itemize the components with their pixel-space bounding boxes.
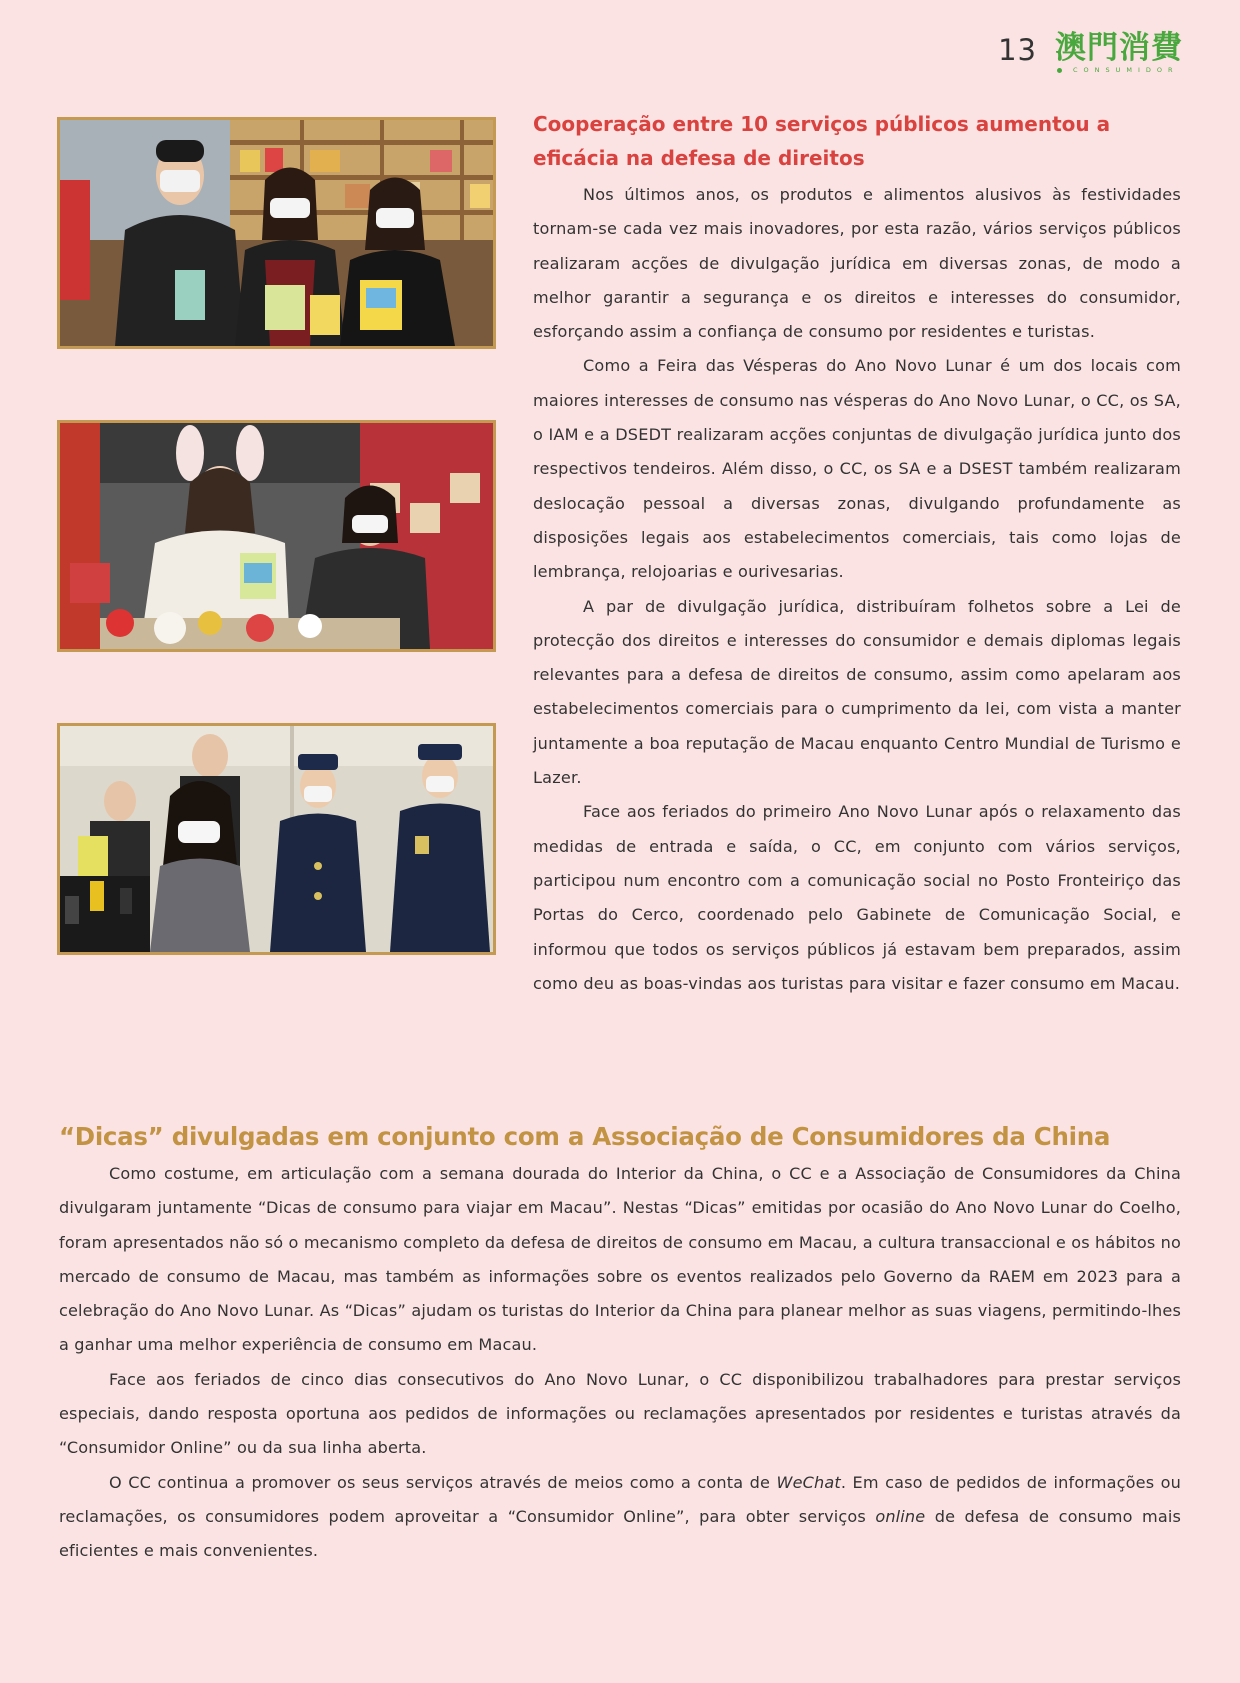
section-title-cooperation: Cooperação entre 10 serviços públicos aumentou a eficácia na defesa de direitos <box>533 112 1111 170</box>
section-title-dicas: “Dicas” divulgadas em conjunto com a Associação de Consumidores da China <box>59 1122 1111 1151</box>
section-dicas <box>59 1117 1181 1569</box>
photo-fair-stall-vendor <box>57 420 496 652</box>
section-cooperation <box>533 107 1181 1001</box>
photo-staff-with-leaflets <box>57 117 496 349</box>
page-header <box>998 30 1183 74</box>
paragraph: Como a Feira das Vésperas do Ano Novo Lunar é um dos locais com maiores interesses de consumo nas vésperas do Ano Novo Lunar, o CC, os SA, o IAM e a DSEDT realizaram acções conjuntas de divulgação jurídica junto dos respectivos tendeiros. Além disso, o CC, os SA e a DSEST também realizaram deslocação pessoal a diversas zonas, divulgando profundamente as disposições legais aos estabelecimentos comerciais, tais como lojas de lembrança, relojoarias e ourivesarias. <box>533 356 1181 582</box>
logo-dot-icon <box>1057 68 1062 73</box>
paragraph: Face aos feriados do primeiro Ano Novo Lunar após o relaxamento das medidas de entrada e saída, o CC, em conjunto com vários serviços, participou num encontro com a comunicação social no Posto Fronteiriço das Portas do Cerco, coordenado pelo Gabinete de Comunicação Social, e informou que todos os serviços públicos já estavam bem preparados, assim como deu as boas-vindas aos turistas para visitar e fazer consumo em Macau. <box>533 802 1181 993</box>
paragraph: A par de divulgação jurídica, distribuíram folhetos sobre a Lei de protecção dos direitos e interesses do consumidor e demais diplomas legais relevantes para a defesa de direitos de consumo, assim como apelaram aos estabelecimentos comerciais para o cumprimento da lei, com vista a manter juntamente a boa reputação de Macau enquanto Centro Mundial de Turismo e Lazer. <box>533 596 1181 788</box>
paragraph: Nos últimos anos, os produtos e alimentos alusivos às festividades tornam-se cada vez mais inovadores, por esta razão, vários serviços públicos realizaram acções de divulgação jurídica em diversas zonas, de modo a melhor garantir a segurança e os direitos e interesses do consumidor, esforçando assim a confiança de consumo por residentes e turistas. <box>533 185 1181 342</box>
logo-subtitle: CONSUMIDOR <box>1057 66 1179 74</box>
paragraph: Como costume, em articulação com a semana dourada do Interior da China, o CC e a Associação de Consumidores da China divulgaram juntamente “Dicas de consumo para viajar em Macau”. Nestas “Dicas” emitidas por ocasião do Ano Novo Lunar do Coelho, foram apresentados não só o mecanismo completo da defesa de direitos de consumo em Macau, a cultura transaccional e os hábitos no mercado de consumo de Macau, mas também as informações sobre os eventos realizados pelo Governo da RAEM em 2023 para a celebração do Ano Novo Lunar. As “Dicas” ajudam os turistas do Interior da China para planear melhor as suas viagens, permitindo-lhes a ganhar uma melhor experiência de consumo em Macau. <box>59 1164 1181 1355</box>
page-number: 13 <box>998 33 1037 67</box>
wechat-term: WeChat <box>776 1472 841 1492</box>
magazine-logo <box>1055 30 1183 74</box>
photo-press-encounter <box>57 723 496 955</box>
logo-text: 澳門消費 <box>1055 30 1183 66</box>
paragraph: Face aos feriados de cinco dias consecutivos do Ano Novo Lunar, o CC disponibilizou trabalhadores para prestar serviços especiais, dando resposta oportuna aos pedidos de informações ou reclamações apresentados por residentes e turistas através da “Consumidor Online” ou da sua linha aberta. <box>59 1369 1181 1458</box>
online-term: online <box>875 1506 926 1526</box>
paragraph: O CC continua a promover os seus serviços através de meios como a conta de WeChat. Em caso de pedidos de informações ou reclamações, os consumidores podem aproveitar a “Consumidor Online”, para obter serviços online de defesa de consumo mais eficientes e mais convenientes. <box>59 1472 1182 1561</box>
